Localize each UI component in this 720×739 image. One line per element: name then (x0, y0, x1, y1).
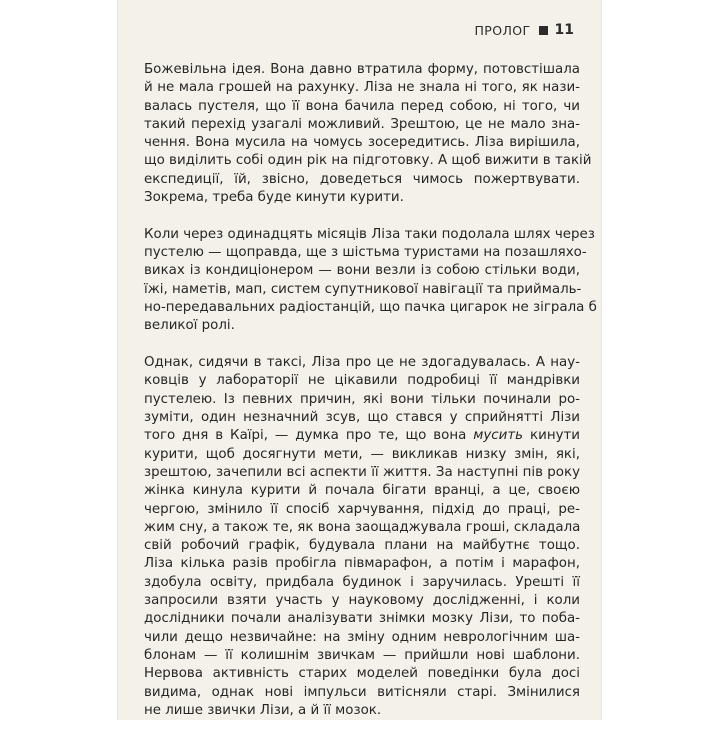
text-line: Божевільна ідея. Вона давно втратила форму, потовстішала (144, 62, 580, 77)
text-line: чили дещо незвичайне: на зміну одним неврологічним ша- (144, 629, 580, 645)
text-line: Нервова активність старих моделей поведінки була досі (144, 666, 580, 682)
text-line: й не мала грошей на рахунку. Ліза не знала ні того, як нази- (144, 80, 580, 96)
page-number: 11 (554, 22, 574, 38)
text-line: но-передавальних радіостанцій, що пачка цигарок не зіграла б (144, 300, 597, 316)
text-line: запросили взяти участь у науковому дослідженні, і коли (144, 593, 580, 609)
text-line: пустелю — щоправда, ще з шістьма туристами на позашляхо- (144, 245, 587, 261)
text-line: зрештою, зачепили всі аспекти її життя. За наступні пів року (144, 464, 580, 480)
paragraph-3 (144, 354, 580, 720)
paragraph-2 (144, 226, 597, 336)
text-line: видима, однак нові імпульси витісняли старі. Змінилися (144, 684, 580, 700)
text-line: Ліза кілька разів пробігла півмарафон, а потім і марафон, (144, 556, 580, 572)
text-line: виках із кондиціонером — вони везли із собою стільки води, (144, 263, 580, 279)
text-line: блонам — її колишнім звичкам — прийшли нові шаблони. (144, 647, 580, 663)
text-line: Зокрема, треба буде кинути курити. (144, 190, 404, 206)
paragraph-1 (144, 61, 592, 207)
text-line: що виділить собі один рік на підготовку. А щоб вижити в такій (144, 153, 592, 169)
text-line: пустелею. Із певних причин, які вони тільки починали ро- (144, 391, 580, 407)
text-line: не лише звички Лізи, а й її мозок. (144, 702, 382, 718)
book-page (117, 0, 602, 720)
text-line: Однак, сидячи в таксі, Ліза про це не здогадувалась. А нау- (144, 355, 580, 371)
text-segment: кинути (523, 428, 580, 444)
text-line: ковців у лабораторії не цікавили подробиці її мандрівки (144, 373, 580, 389)
text-segment: того дня в Каїрі, — думка про те, що вона (144, 428, 467, 444)
text-line: жінка кинула курити й почала бігати вранці, а це, своєю (144, 483, 580, 499)
text-line: їжі, наметів, мап, систем супутникової навігації та приймаль- (144, 281, 582, 297)
text-line: здобула освіту, придбала будинок і заручилась. Урешті її (144, 574, 580, 590)
text-line: зуміти, один незначний зсув, що стався у сприйнятті Лізи (144, 410, 580, 426)
square-marker-icon (539, 26, 548, 35)
text-line: курити, щоб досягнути мети, — викликав низку змін, які, (144, 446, 580, 462)
text-line: такий перехід узагалі можливий. Зрештою, це не мало зна- (144, 116, 580, 132)
text-line: чергою, змінило її спосіб харчування, підхід до праці, ре- (144, 501, 580, 517)
text-line: дослідники почали аналізувати знімки мозку Лізи, то поба- (144, 611, 580, 627)
italic-emphasis: мусить (473, 428, 524, 444)
text-line: чення. Вона мусила на чомусь зосередитись. Ліза вирішила, (144, 135, 580, 151)
text-line: жим сну, а також те, як вона заощаджувала гроші, складала (144, 519, 581, 535)
text-line: свій робочий графік, будувала плани на майбутнє тощо. (144, 538, 580, 554)
section-title: ПРОЛОГ (474, 22, 531, 38)
text-line: великої ролі. (144, 318, 235, 334)
text-line: експедиції, їй, звісно, доведеться чимось пожертвувати. (144, 171, 580, 187)
text-line-with-italic (144, 427, 580, 445)
page-body (144, 61, 597, 739)
text-line: валась пустеля, що її вона бачила перед собою, ні того, чи (144, 98, 580, 114)
running-header (474, 22, 574, 38)
text-line: Коли через одинадцять місяців Ліза таки подолала шлях через (144, 226, 595, 242)
